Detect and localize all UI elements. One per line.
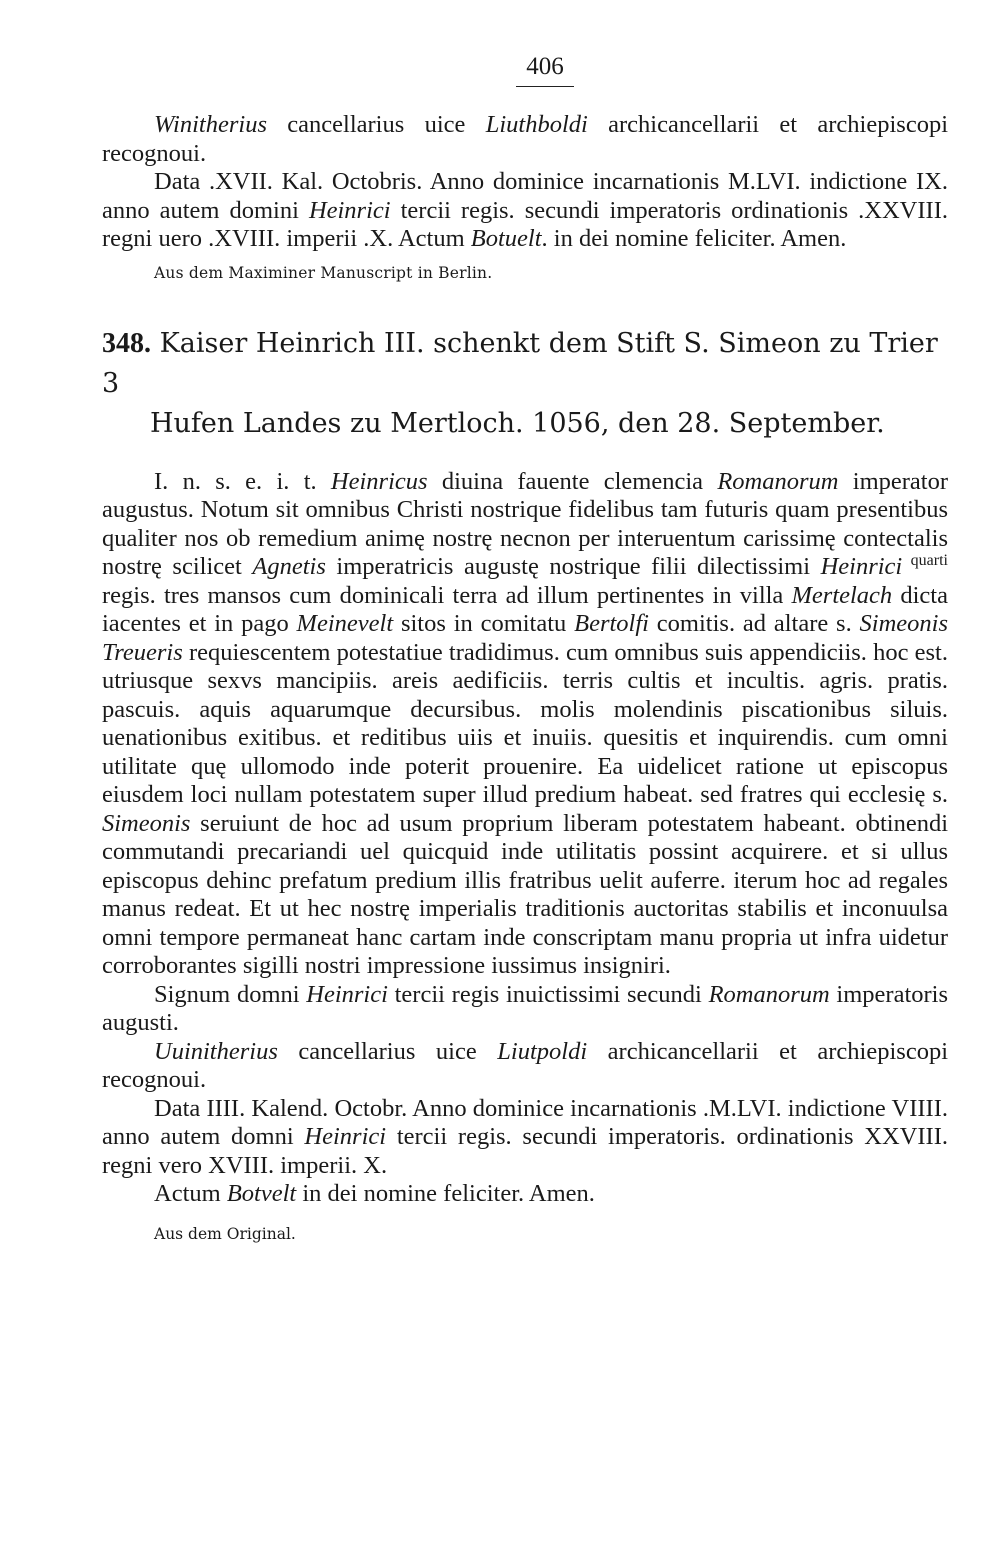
heading-line-1: Kaiser Heinrich III. schenkt dem Stift S. Simeon zu Trier 3	[102, 327, 938, 399]
signum-paragraph: Signum domni Heinrici tercii regis inuictissimi secundi Romanorum imperatoris augusti.	[102, 980, 948, 1036]
source-note-original: Aus dem Original.	[154, 1224, 296, 1243]
page-number: 406	[102, 52, 948, 87]
source-note: Aus dem Maximiner Manuscript in Berlin.	[154, 263, 493, 282]
charter-main-paragraph: I. n. s. e. i. t. Heinricus diuina fauente clemencia Romanorum imperator augustus. Notum sit omnibus Christi nostrique fidelibus tam futuris quam presentibus qualiter nos ob remedium animę nostrę necnon per interuentum carissimę contectalis nostrę scilicet Agnetis imperatricis augustę nostrique filii dilectissimi Heinrici $^{quarti}$ regis. tres mansos cum dominicali terra ad illum pertinentes in villa Mertelach dicta iacentes et in pago Meinevelt sitos in comitatu Bertolfi comitis. ad altare s. Simeonis Treueris requiescentem potestatiue tradidimus. cum omnibus suis appendiciis. hoc est. utriusque sexvs mancipiis. areis aedificiis. terris cultis et incultis. agris. pratis. pascuis. aquis aquarumque decursibus. molis molendinis piscationibus siluis. uenationibus exitibus. et reditibus uiis et inuiis. quesitis et inquirendis. cum omni utilitate quę ullomodo inde poterit prouenire. Ea uidelicet ratione ut episcopus eiusdem loci nullam potestatem super illud predium habeat. sed fratres qui ecclesię s. Simeonis seruiunt de hoc ad usum proprium liberam potestatem habeant. obtinendi commutandi precariandi uel quicquid inde utilitatis possint acquirere. et si ullus episcopus dehinc prefatum predium illis fratribus uelit auferre. iterum hoc ad regales manus redeat. Et ut hec nostrę imperialis traditionis auctoritas stabilis et inconuulsa omni tempore permaneat hanc cartam inde conscriptam manu propria ut infra uidetur corroborantes sigilli nostri impressione iussimus insigniri.	[102, 467, 948, 979]
dating-paragraph: Data .XVII. Kal. Octobris. Anno dominice incarnationis M.LVI. indictione IX. anno autem domini Heinrici tercii regis. secundi imperatoris ordinationis .XXVIII. regni uero .XVIII. imperii .X. Actum Botuelt. in dei nomine feliciter. Amen.	[102, 168, 948, 252]
document-page	[102, 52, 948, 1245]
heading-line-2: Hufen Landes zu Mertloch. 1056, den 28. September.	[150, 407, 885, 439]
recognition-paragraph: Winitherius cancellarius uice Liuthboldi archicancellarii et archiepiscopi recognoui.	[102, 111, 948, 167]
dating-paragraph-2: Data IIII. Kalend. Octobr. Anno dominice incarnationis .M.LVI. indictione VIIII. anno autem domni Heinrici tercii regis. secundi imperatoris. ordinationis XXVIII. regni vero XVIII. imperii. X.	[102, 1094, 948, 1179]
recognition-paragraph-2: Uuinitherius cancellarius uice Liutpoldi archicancellarii et archiepiscopi recognoui.	[102, 1037, 949, 1093]
charter-body	[102, 468, 948, 1245]
document-heading	[102, 324, 948, 444]
actum-paragraph: Actum Botvelt in dei nomine feliciter. Amen.	[154, 1180, 595, 1207]
document-number: 348.	[102, 327, 151, 359]
